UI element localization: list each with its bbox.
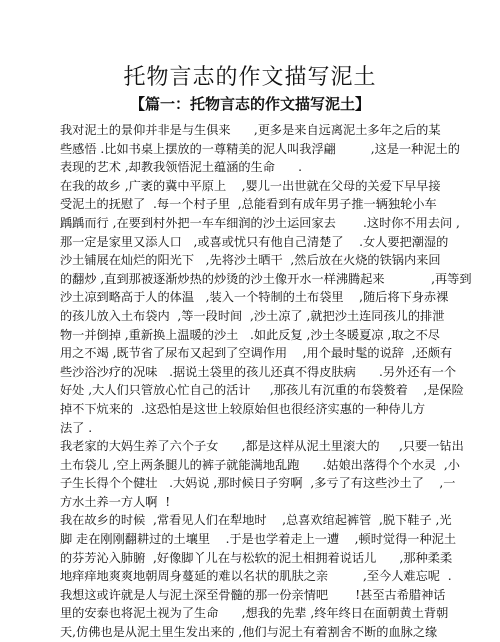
body-line: 在我的故乡 ,广袤的冀中平原上 ,婴儿一出世就在父母的关爱下早早接 [60, 178, 441, 193]
body-line: 些沙浴沙疗的况味 .据说土袋里的孩儿还真不得皮肤病 .另外还有一个 [60, 364, 457, 379]
body-line: 受泥土的抚慰了 .每一个村子里 ,总能看到有成年男子推一辆独轮小车 [60, 197, 437, 212]
document-subtitle: 【篇一：托物言志的作文描写泥土】 [129, 95, 370, 113]
body-line: 土布袋儿 ,空上两条腿儿的裤子就能满地乱跑 .姑娘出落得个个水灵 ,小 [60, 457, 460, 472]
body-line: 物一并倒掉 ,重新换上温暖的沙土 .如此反复 ,沙土冬暖夏凉 ,取之不尽 [60, 327, 440, 342]
body-line: 我在故乡的时候 ,常看见人们在犁地时 ,总喜欢绾起裤管 ,脱下鞋子 ,光 [60, 513, 452, 528]
body-line: 脚 走在刚刚翻耕过的土壤里 .于是也学着走上一遭 ,顿时觉得一种泥土 [60, 532, 457, 547]
body-line: 沙土凉到略高于人的体温 ,装入一个特制的土布袋里 ,随后将下身赤裸 [60, 290, 449, 305]
body-line: 法了 . [60, 420, 93, 435]
body-line: 地痒痒地爽爽地朝周身蔓延的难以名状的肌肤之亲 ,至今人难忘呢 . [60, 569, 452, 584]
body-line: 的翻炒 ,直到那被逐渐炒热的炒烫的沙土像开水一样沸腾起来 ,再等到 [60, 271, 472, 286]
body-line: 我老家的大妈生养了六个子女 ,都是这样从泥土里滚大的 ,只要一钻出 [60, 439, 464, 454]
document-body [60, 121, 472, 642]
body-line: 的芬芳沁入肺腑 ,好像脚丫儿在与松软的泥土相拥着说话儿 ,那种柔柔 [60, 550, 453, 565]
body-line: 掉不下炕来的 .这恐怕是这世上较原始但也很经济实惠的一种侍儿方 [60, 401, 426, 416]
body-line: 的孩儿放入土布袋内 ,等一段时间 ,沙土凉了 ,就把沙土连同孩儿的排泄 [60, 308, 445, 323]
body-line: 表现的艺术 ,却教我领悟泥土蕴涵的生命 . [60, 160, 303, 175]
body-line: 里的安泰也将泥土视为了生命 ,想我的先辈 ,终年终日在面朝黄土背朝 [60, 606, 449, 621]
body-line: 好处 ,大人们只管放心忙自己的活计 ,那孩儿有沉重的布袋赘着 ,是保险 [60, 383, 464, 398]
body-line: 我对泥土的景仰并非是与生俱来 ,更多是来自远离泥土多年之后的某 [60, 123, 441, 137]
body-line: 子生长得个个健壮 .大妈说 ,那时候日子穷啊 ,多亏了有这些沙土了 ,一 [60, 476, 456, 491]
body-line: 天,仿佛也是从泥土里生发出来的 ,他们与泥土有着割舍不断的血脉之缘 [60, 625, 438, 640]
body-line: 踽踽而行 ,在要到村外把一车车细润的沙土运回家去 .这时你不用去问 , [60, 215, 460, 230]
body-line: 沙土铺展在灿烂的阳光下 ,先将沙土晒干 ,然后放在火烧的铁锅内来回 [60, 253, 441, 268]
body-line: 些感悟 .比如书桌上摆放的一尊精美的泥人叫我浮翩 ,这是一种泥土的 [60, 141, 460, 156]
body-line: 我想这或许就是人与泥土深至骨髓的那一份亲情吧 !甚至古希腊神话 [60, 587, 446, 602]
document-title: 托物言志的作文描写泥土 [123, 65, 377, 90]
body-line: 用之不竭 ,既节省了尿布又起到了空调作用 ,用个最时髦的说辞 ,还颇有 [60, 346, 453, 361]
body-line: 方水土养一方人啊 ! [60, 494, 171, 509]
body-line: 那一定是家里又添人口 ,或喜或忧只有他自己清楚了 .女人要把潮湿的 [60, 234, 449, 249]
